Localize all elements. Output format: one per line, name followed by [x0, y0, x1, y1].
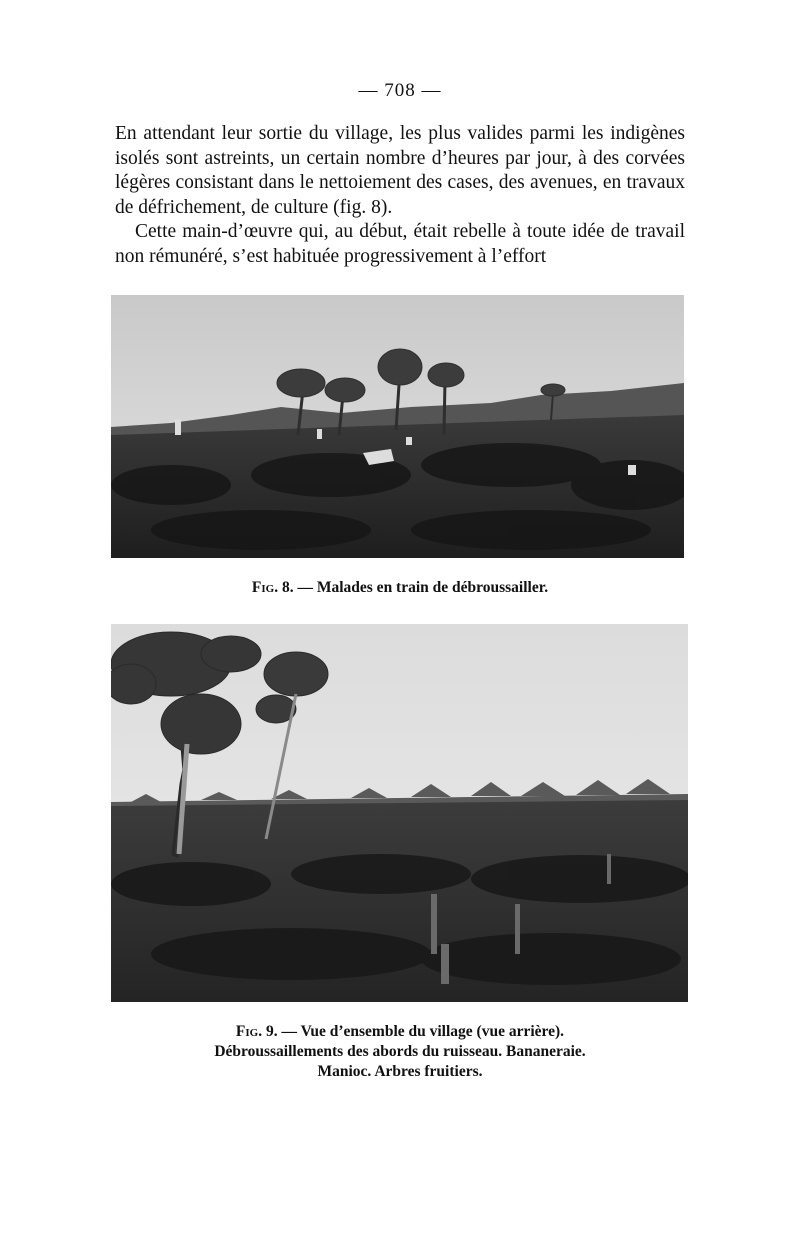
figure-9-caption [0, 1022, 800, 1082]
paragraph: En attendant leur sortie du village, les plus valides parmi les indigènes isolés sont astreints, un certain nombre d’heures par jour, à des corvées légères consistant dans le nettoiement des cases, des avenues, en travaux de défrichement, de culture (fig. 8). [115, 123, 685, 218]
paragraph: Cette main-d’œuvre qui, au début, était rebelle à toute idée de travail non rémunéré, s’est habituée progressivement à l’effort [115, 221, 685, 267]
caption-line-2: Débroussaillements des abords du ruisseau. Bananeraie. [214, 1043, 586, 1060]
figure-label: Fig. 9. [235, 1023, 278, 1040]
caption-text: — Vue d’ensemble du village (vue arrière). [281, 1023, 565, 1040]
figure-label: Fig. 8. [251, 579, 294, 596]
page-number: — 708 — [358, 80, 442, 101]
caption-text: — Malades en train de débroussailler. [297, 579, 549, 596]
figure-9-photo [111, 624, 688, 1002]
caption-line-3: Manioc. Arbres fruitiers. [317, 1063, 483, 1080]
caption-line-1 [0, 1022, 800, 1042]
figure-8-photo [111, 295, 684, 558]
body-text [115, 122, 685, 269]
figure-8-caption [0, 578, 800, 598]
